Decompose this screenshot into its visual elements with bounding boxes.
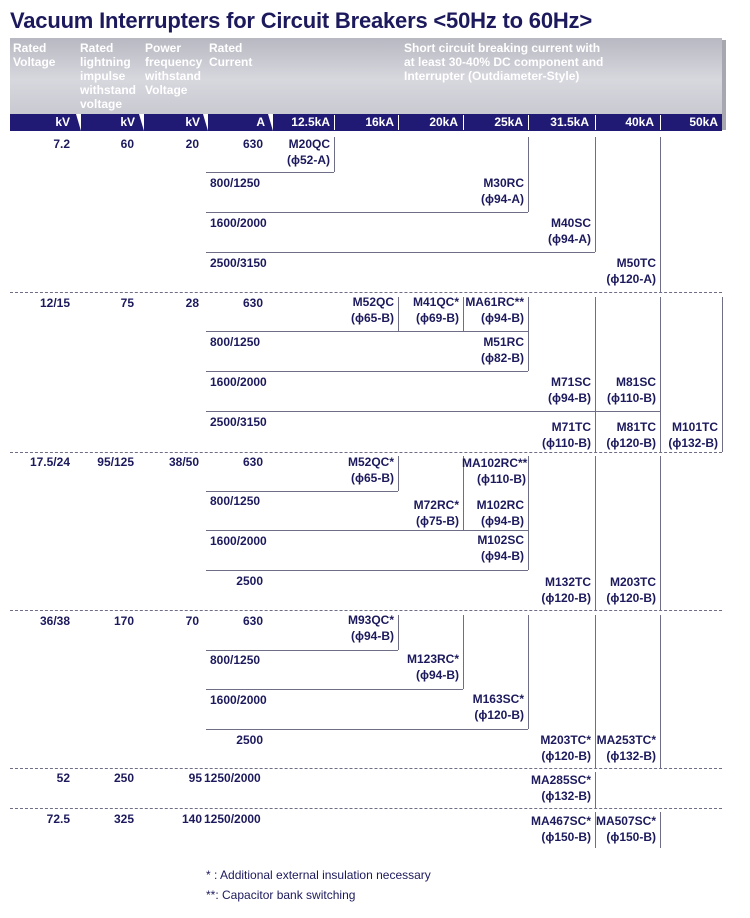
model-entry	[334, 295, 394, 326]
group-impulse: 75	[120, 296, 134, 310]
header-line: Rated	[209, 41, 243, 55]
footnote-text: : Capacitor bank switching	[215, 888, 356, 902]
header-power-frequency	[145, 41, 202, 97]
header-rated-voltage	[13, 41, 55, 69]
model-size: (ϕ110-B)	[476, 471, 526, 486]
rated-current: 630	[242, 296, 263, 310]
group-divider	[10, 768, 722, 769]
group-impulse: 60	[120, 137, 134, 151]
rated-current: 630	[242, 137, 263, 151]
model-entry	[526, 773, 591, 804]
unit-separator	[398, 115, 399, 130]
model-entry	[462, 456, 526, 487]
rated-current: 2500/3150	[210, 415, 267, 429]
model-entry	[596, 256, 656, 287]
model-size: (ϕ132-B)	[606, 748, 656, 763]
group-power: 70	[185, 614, 199, 628]
rated-current: 800/1250	[210, 653, 261, 667]
model-size: (ϕ69-B)	[416, 310, 459, 325]
model-name: M163SC*	[472, 692, 524, 706]
model-size: (ϕ120-B)	[541, 590, 591, 605]
model-entry	[531, 420, 591, 451]
model-size: (ϕ94-B)	[481, 513, 524, 528]
header-rated-current	[209, 41, 252, 69]
col-line	[660, 137, 661, 292]
group-power: 95	[188, 771, 202, 785]
model-entry	[464, 295, 524, 326]
model-size: (ϕ94-B)	[548, 390, 591, 405]
col-line	[660, 812, 661, 848]
rated-current: 1600/2000	[210, 375, 267, 389]
footnote-mark: **	[206, 888, 216, 902]
group-impulse: 170	[113, 614, 134, 628]
model-name: M51RC	[483, 335, 524, 349]
group-impulse: 250	[113, 771, 134, 785]
row-line	[206, 570, 528, 571]
row-line	[206, 729, 528, 730]
model-name: M30RC	[483, 176, 524, 190]
model-size: (ϕ94-A)	[548, 231, 591, 246]
header-line: Voltage	[145, 83, 188, 97]
group-voltage: 12/15	[39, 296, 70, 310]
footnote	[206, 868, 431, 882]
col-line	[528, 456, 529, 570]
model-size: (ϕ75-B)	[416, 513, 459, 528]
header-line: withstand	[80, 83, 136, 97]
unit-separator	[463, 115, 464, 130]
header-shadow	[722, 40, 726, 130]
model-size: (ϕ150-B)	[541, 829, 591, 844]
unit-separator	[595, 115, 596, 130]
model-size: (ϕ120-B)	[606, 590, 656, 605]
unit-40ka: 40kA	[625, 115, 654, 129]
model-size: (ϕ120-B)	[541, 748, 591, 763]
model-name: M72RC*	[413, 498, 459, 512]
model-name: M102RC	[476, 498, 524, 512]
model-name: M102SC	[477, 533, 524, 547]
row-line	[206, 411, 660, 412]
model-name: MA467SC*	[530, 814, 591, 828]
model-entry	[660, 420, 718, 451]
col-line	[595, 137, 596, 252]
model-entry	[531, 375, 591, 406]
model-name: M41QC*	[412, 295, 459, 309]
model-size: (ϕ120-A)	[606, 271, 656, 286]
header-line: Rated	[13, 41, 47, 55]
model-name: M93QC*	[347, 613, 394, 627]
group-impulse: 325	[113, 812, 134, 826]
rated-current: 1600/2000	[210, 216, 267, 230]
group-power: 28	[185, 296, 199, 310]
model-name: M52QC	[352, 295, 394, 309]
model-entry	[592, 814, 656, 845]
model-name: M81TC	[616, 420, 656, 434]
header-line: impulse	[80, 69, 126, 83]
unit-kv: kV	[120, 115, 135, 129]
model-entry	[464, 176, 524, 207]
group-voltage: 7.2	[53, 137, 70, 151]
header-line: Rated	[80, 41, 114, 55]
page-title: Vacuum Interrupters for Circuit Breakers <50Hz to 60Hz>	[10, 8, 592, 33]
model-name: M52QC*	[347, 455, 394, 469]
model-entry	[399, 295, 459, 326]
unit-separator	[203, 114, 208, 131]
model-size: (ϕ52-A)	[287, 152, 330, 167]
col-line	[660, 615, 661, 768]
col-line	[398, 615, 399, 650]
group-voltage: 52	[56, 771, 70, 785]
model-name: MA253TC*	[596, 733, 656, 747]
unit-separator	[660, 115, 661, 130]
unit-separator	[334, 115, 335, 130]
unit-separator	[528, 115, 529, 130]
group-voltage: 36/38	[39, 614, 70, 628]
model-size: (ϕ65-B)	[351, 310, 394, 325]
model-entry	[596, 575, 656, 606]
model-entry	[531, 216, 591, 247]
rated-current: 1250/2000	[204, 771, 261, 785]
rated-current: 800/1250	[210, 176, 261, 190]
model-size: (ϕ94-B)	[416, 667, 459, 682]
model-size: (ϕ82-B)	[481, 350, 524, 365]
group-divider	[10, 452, 722, 453]
row-line	[206, 212, 528, 213]
model-size: (ϕ150-B)	[606, 829, 656, 844]
rated-current: 2500	[236, 733, 263, 747]
header-line: Interrupter (Outdiameter-Style)	[404, 69, 580, 83]
unit-50ka: 50kA	[689, 115, 718, 129]
row-line	[206, 331, 528, 332]
model-entry	[531, 575, 591, 606]
header-line: Voltage	[13, 55, 56, 69]
model-size: (ϕ65-B)	[351, 470, 394, 485]
header-line: lightning	[80, 55, 131, 69]
row-line	[206, 689, 463, 690]
model-entry	[531, 733, 591, 764]
group-divider	[10, 610, 722, 611]
header-line: Short circuit breaking current with	[404, 41, 601, 55]
footnote	[206, 888, 355, 902]
model-entry	[592, 733, 656, 764]
header-line: withstand	[145, 69, 201, 83]
rated-current: 800/1250	[210, 494, 261, 508]
model-name: M50TC	[616, 256, 656, 270]
unit-25ka: 25kA	[494, 115, 523, 129]
model-name: M40SC	[550, 216, 591, 230]
col-line	[398, 456, 399, 491]
model-name: M203TC	[609, 575, 656, 589]
footnote-text: : Additional external insulation necessary	[210, 868, 431, 882]
model-size: (ϕ120-B)	[606, 435, 656, 450]
row-line	[206, 530, 528, 531]
model-name: M123RC*	[406, 652, 459, 666]
rated-current: 1600/2000	[210, 534, 267, 548]
rated-current: 800/1250	[210, 335, 261, 349]
header-lightning-impulse	[80, 41, 136, 111]
unit-12-5ka: 12.5kA	[291, 115, 330, 129]
header-line: frequency	[145, 55, 203, 69]
rated-current: 1600/2000	[210, 693, 267, 707]
model-name: M203TC*	[540, 733, 591, 747]
row-line	[206, 172, 334, 173]
model-name: M20QC	[288, 137, 330, 151]
header-line: Current	[209, 55, 253, 69]
group-power: 140	[181, 812, 202, 826]
group-power: 20	[185, 137, 199, 151]
unit-20ka: 20kA	[429, 115, 458, 129]
model-entry	[399, 652, 459, 683]
model-size: (ϕ94-B)	[351, 628, 394, 643]
row-line	[206, 491, 398, 492]
rated-current: 1250/2000	[204, 812, 261, 826]
model-entry	[464, 533, 524, 564]
group-impulse: 95/125	[97, 455, 134, 469]
header-line: voltage	[80, 97, 123, 111]
model-entry	[334, 613, 394, 644]
model-entry	[526, 814, 591, 845]
group-divider	[10, 292, 722, 293]
model-entry	[399, 498, 459, 529]
unit-kv: kV	[185, 115, 200, 129]
unit-separator	[139, 114, 144, 131]
model-name: M101TC	[671, 420, 718, 434]
unit-16ka: 16kA	[365, 115, 394, 129]
col-line	[528, 615, 529, 729]
model-name: MA285SC*	[530, 773, 591, 787]
col-line	[660, 456, 661, 610]
col-line	[528, 297, 529, 371]
model-entry	[596, 375, 656, 406]
rated-current: 2500	[236, 574, 263, 588]
model-entry	[334, 455, 394, 486]
header-breaking-current	[404, 41, 603, 83]
col-line	[722, 297, 723, 452]
model-name: M71TC	[551, 420, 591, 434]
model-name: MA507SC*	[595, 814, 656, 828]
group-divider	[10, 808, 722, 809]
model-entry	[464, 335, 524, 366]
rated-current: 2500/3150	[210, 256, 267, 270]
model-name: M81SC	[615, 375, 656, 389]
model-size: (ϕ120-B)	[474, 707, 524, 722]
col-line	[334, 137, 335, 172]
col-line	[595, 772, 596, 808]
model-size: (ϕ132-B)	[541, 788, 591, 803]
rated-current: 630	[242, 614, 263, 628]
model-name: M71SC	[550, 375, 591, 389]
footnote-mark: *	[206, 868, 211, 882]
header-line: Power	[145, 41, 182, 55]
model-size: (ϕ132-B)	[668, 435, 718, 450]
unit-31-5ka: 31.5kA	[550, 115, 589, 129]
col-line	[528, 137, 529, 212]
row-line	[206, 650, 398, 651]
col-line	[463, 615, 464, 689]
rated-current: 630	[242, 455, 263, 469]
model-size: (ϕ110-B)	[541, 435, 591, 450]
model-size: (ϕ94-B)	[481, 548, 524, 563]
header-line: at least 30-40% DC component and	[404, 55, 604, 69]
model-size: (ϕ94-A)	[481, 191, 524, 206]
model-name: MA61RC**	[465, 295, 524, 309]
model-size: (ϕ94-B)	[481, 310, 524, 325]
model-name: MA102RC**	[462, 456, 528, 470]
model-entry	[464, 498, 524, 529]
group-voltage: 17.5/24	[29, 455, 70, 469]
model-name: M132TC	[544, 575, 591, 589]
group-power: 38/50	[168, 455, 199, 469]
unit-kv: kV	[55, 115, 70, 129]
row-line	[206, 371, 528, 372]
model-entry	[464, 692, 524, 723]
group-voltage: 72.5	[46, 812, 70, 826]
model-entry	[270, 137, 330, 168]
model-size: (ϕ110-B)	[606, 390, 656, 405]
row-line	[206, 252, 595, 253]
unit-a: A	[256, 115, 265, 129]
model-entry	[596, 420, 656, 451]
